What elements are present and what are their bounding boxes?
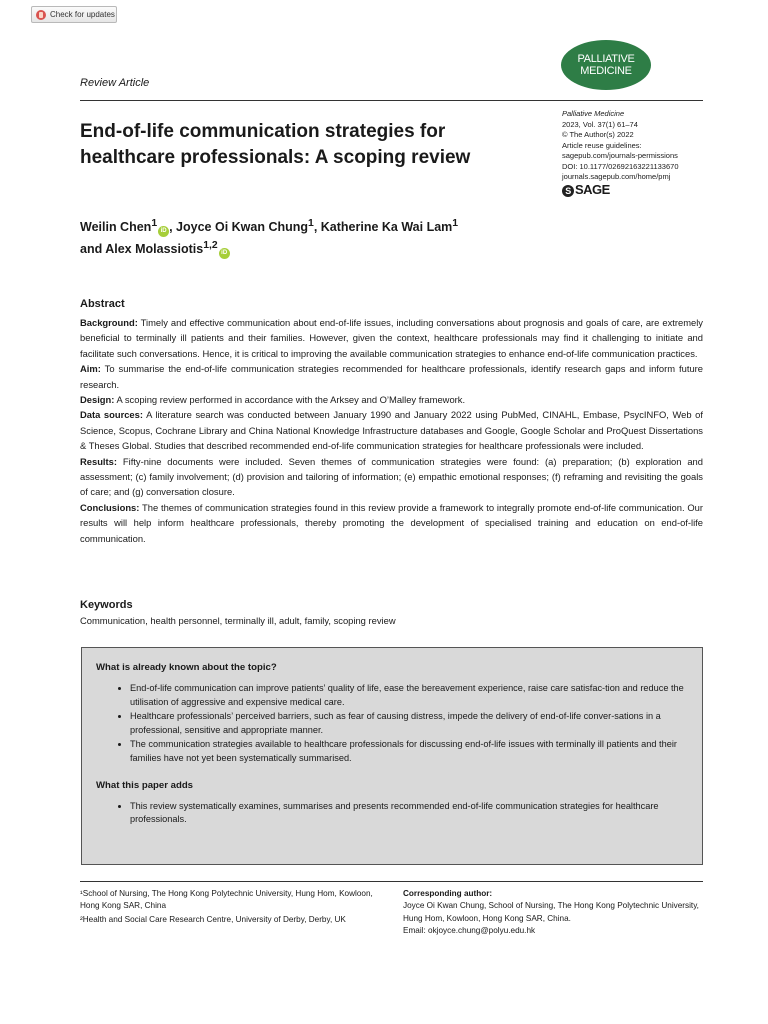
author-affiliation-marker: 1,2 (203, 240, 218, 252)
journal-name: Palliative Medicine (562, 109, 625, 118)
abstract-aim (80, 361, 703, 392)
author-name: and Alex Molassiotis (80, 242, 204, 257)
orcid-icon[interactable]: iD (158, 226, 169, 237)
abstract-label: Design: (80, 394, 115, 406)
corresponding-author (403, 888, 703, 937)
abstract-text: Fifty-nine documents were included. Seven themes of communication strategies were found: (a) preparation; (b) exploration and assessment; (c) family involvement; (d) provision and tailoring of information; (e) empathic emotional responses; (f) reframing and revisiting the goals of care; and (g) conversation closure. (80, 455, 703, 498)
abstract-label: Aim: (80, 363, 101, 375)
author-affiliation-marker: 1 (151, 218, 158, 229)
abstract-body (80, 315, 703, 546)
logo-line-2: MEDICINE (580, 65, 632, 77)
adds-list (96, 800, 688, 827)
publisher-name: SAGE (575, 182, 610, 198)
abstract-heading: Abstract (80, 298, 125, 310)
article-type: Review Article (80, 77, 150, 89)
list-item: • This review systematically examines, summarises and presents recommended end-of-life communication strategies for healthcare professionals. (130, 800, 688, 827)
author-affiliation-marker: 1 (308, 218, 314, 229)
corresponding-heading: Corresponding author: (403, 889, 493, 898)
abstract-label: Conclusions: (80, 501, 140, 513)
journal-volume: 2023, Vol. 37(1) 61–74 (562, 119, 638, 129)
author-name: Weilin Chen (80, 220, 152, 235)
abstract-data-sources (80, 407, 703, 453)
permissions-link[interactable]: sagepub.com/journals-permissions (562, 151, 678, 160)
abstract-label: Background: (80, 317, 138, 328)
check-for-updates-label: Check for updates (50, 10, 115, 19)
corresponding-email[interactable]: Email: okjoyce.chung@polyu.edu.hk (403, 925, 536, 935)
article-title: End-of-life communication strategies for healthcare professionals: A scoping review (80, 121, 471, 168)
abstract-conclusions (80, 500, 703, 546)
abstract-background (80, 315, 703, 361)
author-affiliation-marker: 1 (452, 218, 459, 229)
affiliation: ²Health and Social Care Research Centre, University of Derby, Derby, UK (80, 914, 346, 924)
header-divider (80, 100, 703, 101)
abstract-label: Data sources: (80, 409, 143, 421)
abstract-text: Timely and effective communication about end-of-life issues, including conversations about prognosis and goals of care, are extremely beneficial to terminally ill patients and their families. However, given the context, healthcare professionals may find it challenging to initiate and facilitate such conversations. Hence, it is critical to improving the available communication strategies to enhance end-of-life communication practices. (80, 317, 703, 359)
doi-link[interactable]: DOI: 10.1177/02692163221133670 (562, 161, 679, 171)
journal-logo (561, 40, 651, 90)
author-list (80, 215, 540, 259)
author-name: , Joyce Oi Kwan Chung (169, 220, 309, 235)
reuse-label: Article reuse guidelines: (562, 140, 642, 150)
abstract-text: A scoping review performed in accordance with the Arksey and O’Malley framework. (114, 394, 466, 406)
keywords-text: Communication, health personnel, terminally ill, adult, family, scoping review (80, 615, 396, 626)
adds-heading: What this paper adds (96, 779, 194, 791)
known-list (96, 682, 688, 766)
abstract-results (80, 454, 703, 500)
key-points-box (81, 647, 703, 865)
list-item: • The communication strategies available to healthcare professionals for discussing end-of-life issues with terminally ill patients and their families have not yet been systematically summarised. (130, 738, 688, 765)
abstract-text: The themes of communication strategies found in this review provide a framework to integrally promote end-of-life communication. Our results will help inform healthcare professionals, thereby promoting the development of specialised training and education on end-of-life communication. (80, 501, 703, 544)
orcid-icon[interactable]: iD (219, 248, 230, 259)
journal-info (562, 109, 712, 197)
list-item: • Healthcare professionals’ perceived barriers, such as fear of causing distress, impede the delivery of end-of-life conver-sations in a professional, sensitive and appropriate manner. (130, 710, 688, 737)
crossmark-icon (36, 10, 46, 20)
abstract-design (80, 392, 703, 407)
abstract-label: Results: (80, 455, 117, 467)
affiliation: ¹School of Nursing, The Hong Kong Polytechnic University, Hung Hom, Kowloon, Hong Kong SAR, China (80, 889, 373, 911)
abstract-text: A literature search was conducted between January 1990 and January 2022 using PubMed, CINAHL, Embase, PsycINFO, Web of Science, Scopus, Cochrane Library and China National Knowledge Infrastructure databases and Google, Google Scholar and ProQuest Dissertations & Theses Global. Studies that described recommended end-of-life communication strategies for healthcare professionals were included. (80, 409, 703, 452)
copyright: © The Author(s) 2022 (562, 130, 634, 139)
logo-line-1: PALLIATIVE (577, 53, 635, 65)
known-heading: What is already known about the topic? (96, 662, 277, 673)
list-item: • End-of-life communication can improve patients’ quality of life, ease the bereavement experience, raise care satisfac-tion and reduce the utilisation of aggressive and expensive medical care. (130, 682, 688, 709)
keywords-heading: Keywords (80, 599, 133, 611)
abstract-text: To summarise the end-of-life communication strategies recommended for healthcare professionals, identify research gaps and inform future research. (80, 363, 703, 390)
author-name: , Katherine Ka Wai Lam (313, 220, 453, 235)
corresponding-name: Joyce Oi Kwan Chung, School of Nursing, The Hong Kong Polytechnic University, Hung Hom, Kowloon, Hong Kong SAR, China. (403, 901, 699, 923)
footer-divider (80, 881, 703, 882)
sage-icon: S (562, 185, 574, 197)
affiliations (80, 888, 380, 927)
check-for-updates-button[interactable] (31, 6, 117, 23)
journal-homepage-link[interactable]: journals.sagepub.com/home/pmj (562, 172, 671, 181)
publisher-logo (562, 182, 712, 198)
